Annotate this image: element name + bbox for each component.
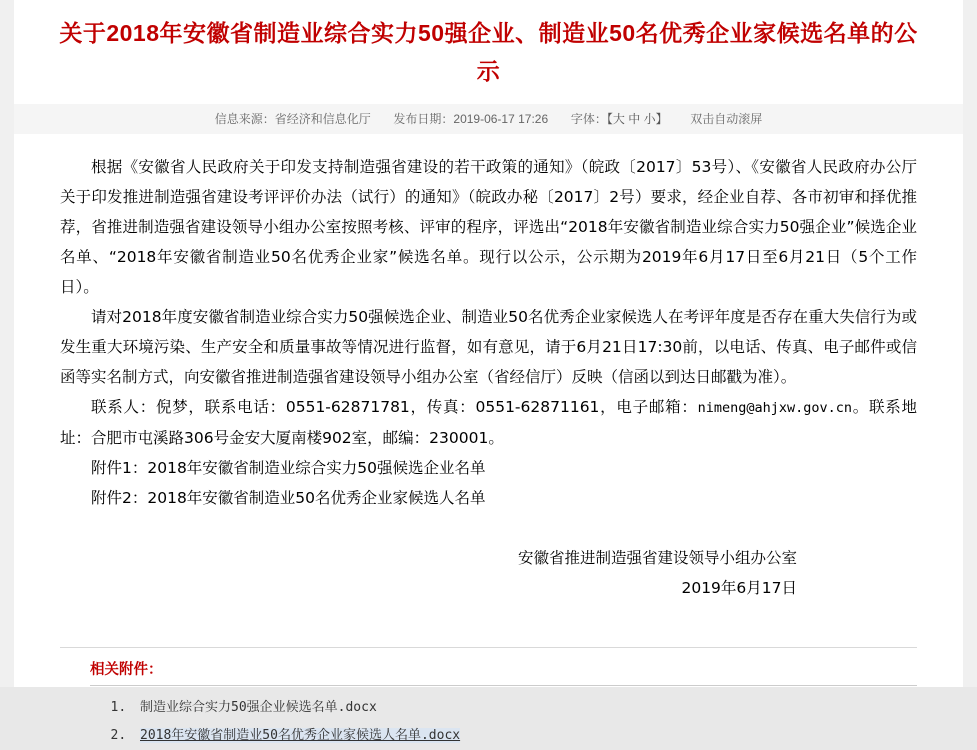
related-attachments-heading: 相关附件： (90, 662, 163, 678)
page-title: 关于2018年安徽省制造业综合实力50强企业、制造业50名优秀企业家候选名单的公示 (59, 20, 918, 84)
fontsize-bracket-open: 【 (606, 112, 613, 126)
attachments-divider (90, 685, 917, 686)
fontsize-small-button[interactable]: 小 (643, 112, 656, 126)
paragraph-2: 请对2018年度安徽省制造业综合实力50强候选企业、制造业50名优秀企业家候选人在考评年度是否存在重大失信行为或发生重大环境污染、生产安全和质量事故等情况进行监督，如有意见，请于6月21日17:30前，以电话、传真、电子邮件或信函等实名制方式，向安徽省推进制造强省建设领导小组办公室（省经信厅）反映（信函以到达日邮戳为准）。 (60, 308, 917, 386)
list-item[interactable] (134, 722, 917, 750)
publish-date: 发布日期：2019-06-17 17:26 (393, 112, 549, 126)
inline-attachment-2: 附件2：2018年安徽省制造业50名优秀企业家候选人名单 (91, 489, 486, 507)
attachment-list (60, 694, 917, 750)
inline-attachment-1: 附件1：2018年安徽省制造业综合实力50强候选企业名单 (91, 459, 486, 477)
signature-org: 安徽省推进制造强省建设领导小组办公室 (517, 549, 797, 567)
contact-email: nimeng@ahjxw.gov.cn (697, 400, 853, 416)
contact-paragraph (60, 392, 917, 453)
fontsize-label: 字体： (570, 112, 607, 126)
document-content (14, 0, 963, 743)
signature-block (60, 543, 917, 603)
fontsize-medium-button[interactable]: 中 (628, 112, 641, 126)
signature-date: 2019年6月17日 (681, 579, 797, 597)
fontsize-large-button[interactable]: 大 (612, 112, 625, 126)
list-item[interactable] (134, 694, 917, 722)
fontsize-bracket-close: 】 (655, 112, 668, 126)
paragraph-1: 根据《安徽省人民政府关于印发支持制造强省建设的若干政策的通知》（皖政〔2017〕53号）、《安徽省人民政府办公厅关于印发推进制造强省建设考评评价办法（试行）的通知》（皖政办秘〔2017〕2号）要求，经企业自荐、各市初审和择优推荐，省推进制造强省建设领导小组办公室按照考核、评审的程序，评选出“2018年安徽省制造业综合实力50强企业”候选企业名单、“2018年安徽省制造业50名优秀企业家”候选名单。现行以公示，公示期为2019年6月17日至6月21日（5个工作日）。 (60, 158, 917, 296)
document-body (14, 134, 963, 603)
attachment-link-1[interactable]: 制造业综合实力50强企业候选名单.docx (140, 700, 377, 715)
contact-address: 。联系地址：合肥市屯溪路306号金安大厦南楼902室，邮编：230001。 (60, 398, 917, 447)
related-attachments-section (60, 647, 917, 750)
autoscroll-toggle[interactable]: 双击自动滚屏 (690, 112, 763, 126)
document-meta-bar (14, 104, 963, 134)
info-source: 信息来源：省经济和信息化厅 (214, 112, 371, 126)
contact-prefix: 联系人：倪梦，联系电话：0551-62871781，传真：0551-62871161，电子邮箱： (91, 398, 698, 416)
attachment-link-2[interactable]: 2018年安徽省制造业50名优秀企业家候选人名单.docx (140, 728, 461, 743)
